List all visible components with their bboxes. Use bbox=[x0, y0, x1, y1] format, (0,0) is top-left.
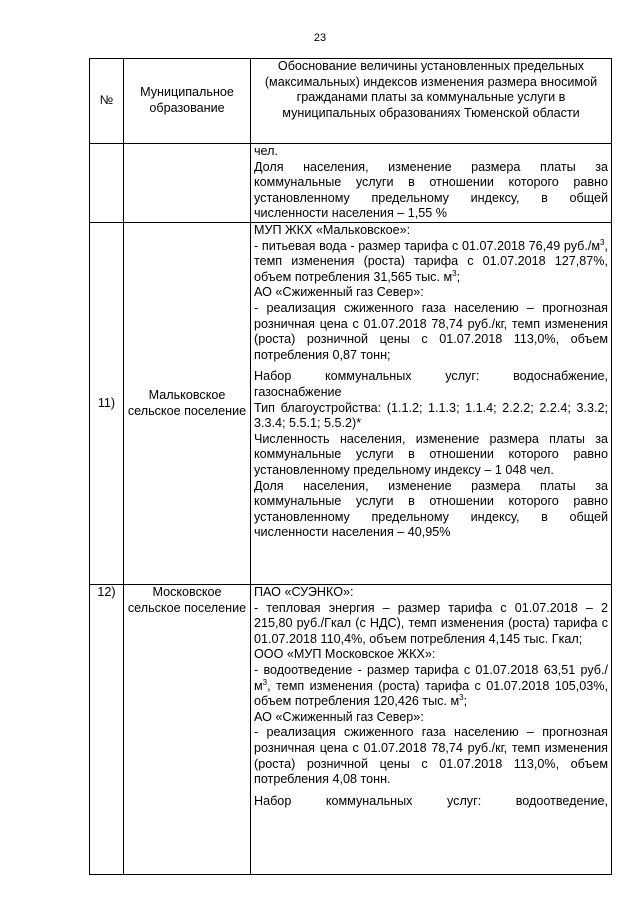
superscript: 3 bbox=[600, 237, 605, 247]
row-number bbox=[90, 144, 124, 223]
row-municipality: Мальковское сельское поселение bbox=[124, 223, 251, 585]
text-paragraph: - тепловая энергия – размер тарифа с 01.07.2018 – 2 215,80 руб./Гкал (с НДС), темп изменения (роста) тарифа с 01.07.2018 110,4%, объем потребления 4,145 тыс. Гкал; bbox=[254, 600, 608, 646]
header-justification: Обоснование величины установленных предельных (максимальных) индексов изменения размера вносимой гражданами платы за коммунальные услуги в муниципальных образованиях Тюменской области bbox=[251, 59, 612, 144]
row-justification bbox=[251, 223, 612, 585]
text-paragraph: ПАО «СУЭНКО»: bbox=[254, 585, 354, 599]
row-number: 11) bbox=[90, 223, 124, 585]
header-number: № bbox=[90, 59, 124, 144]
text-paragraph bbox=[254, 663, 608, 710]
text-fragment: ; bbox=[456, 269, 461, 284]
tariff-justification-table bbox=[89, 58, 612, 875]
text-fragment: ; bbox=[463, 694, 468, 709]
text-paragraph: АО «Сжиженный газ Север»: bbox=[254, 285, 424, 300]
text-paragraph: Доля населения, изменение размера платы за коммунальные услуги в отношении которого равно установленному предельному индексу, в общей численности населения – 40,95% bbox=[254, 478, 608, 540]
text-paragraph: чел. bbox=[254, 144, 278, 158]
row-justification bbox=[251, 585, 612, 875]
text-paragraph: Доля населения, изменение размера платы за коммунальные услуги в отношении которого равно установленному предельному индексу, в общей численности населения – 1,55 % bbox=[254, 159, 608, 221]
row-justification bbox=[251, 144, 612, 223]
text-fragment: - водоотведение - размер тарифа с 01.07.2018 63,51 руб./м bbox=[254, 662, 608, 693]
text-paragraph: Набор коммунальных услуг: водоснабжение, газоснабжение bbox=[254, 369, 608, 399]
text-paragraph: Тип благоустройства: (1.1.2; 1.1.3; 1.1.4; 2.2.2; 2.2.4; 3.3.2; 3.3.4; 5.5.1; 5.5.2)* bbox=[254, 400, 608, 431]
text-fragment: , темп изменения (роста) тарифа с 01.07.2018 105,03%, объем потребления 120,426 тыс. м bbox=[254, 678, 608, 709]
page-number: 23 bbox=[313, 32, 327, 44]
row-municipality: Московское сельское поселение bbox=[124, 585, 251, 875]
superscript: 3 bbox=[459, 692, 464, 702]
text-paragraph: - реализация сжиженного газа населению – прогнозная розничная цена с 01.07.2018 78,74 руб./кг, темп изменения (роста) розничной цены с 01.07.2018 113,0%, объем потребления 4,08 тонн. bbox=[254, 725, 608, 787]
text-paragraph: ООО «МУП Московское ЖКХ»: bbox=[254, 647, 436, 662]
text-paragraph: Численность населения, изменение размера платы за коммунальные услуги в отношении которого равно установленному предельному индексу – 1 048 чел. bbox=[254, 431, 608, 477]
header-municipality: Муниципальное образование bbox=[124, 59, 251, 144]
superscript: 3 bbox=[452, 268, 457, 278]
text-paragraph: - реализация сжиженного газа населению – прогнозная розничная цена с 01.07.2018 78,74 руб./кг, темп изменения (роста) розничной цены с 01.07.2018 113,0%, объем потребления 0,87 тонн; bbox=[254, 300, 608, 362]
row-number: 12) bbox=[90, 585, 124, 875]
row-municipality bbox=[124, 144, 251, 223]
text-paragraph: МУП ЖКХ «Мальковское»: bbox=[254, 223, 411, 237]
table-row bbox=[90, 585, 612, 875]
text-paragraph: АО «Сжиженный газ Север»: bbox=[254, 709, 424, 724]
text-paragraph: Набор коммунальных услуг: водоотведение, bbox=[254, 793, 608, 808]
text-paragraph bbox=[254, 239, 608, 286]
superscript: 3 bbox=[262, 677, 268, 687]
table-row bbox=[90, 223, 612, 585]
table-row bbox=[90, 144, 612, 223]
text-fragment: - питьевая вода - размер тарифа с 01.07.2018 76,49 руб./м bbox=[254, 238, 601, 253]
table-header-row bbox=[90, 59, 612, 144]
text-fragment: , темп изменения (роста) тарифа с 01.07.2018 127,87%, объем потребления 31,565 тыс. м bbox=[254, 238, 608, 284]
